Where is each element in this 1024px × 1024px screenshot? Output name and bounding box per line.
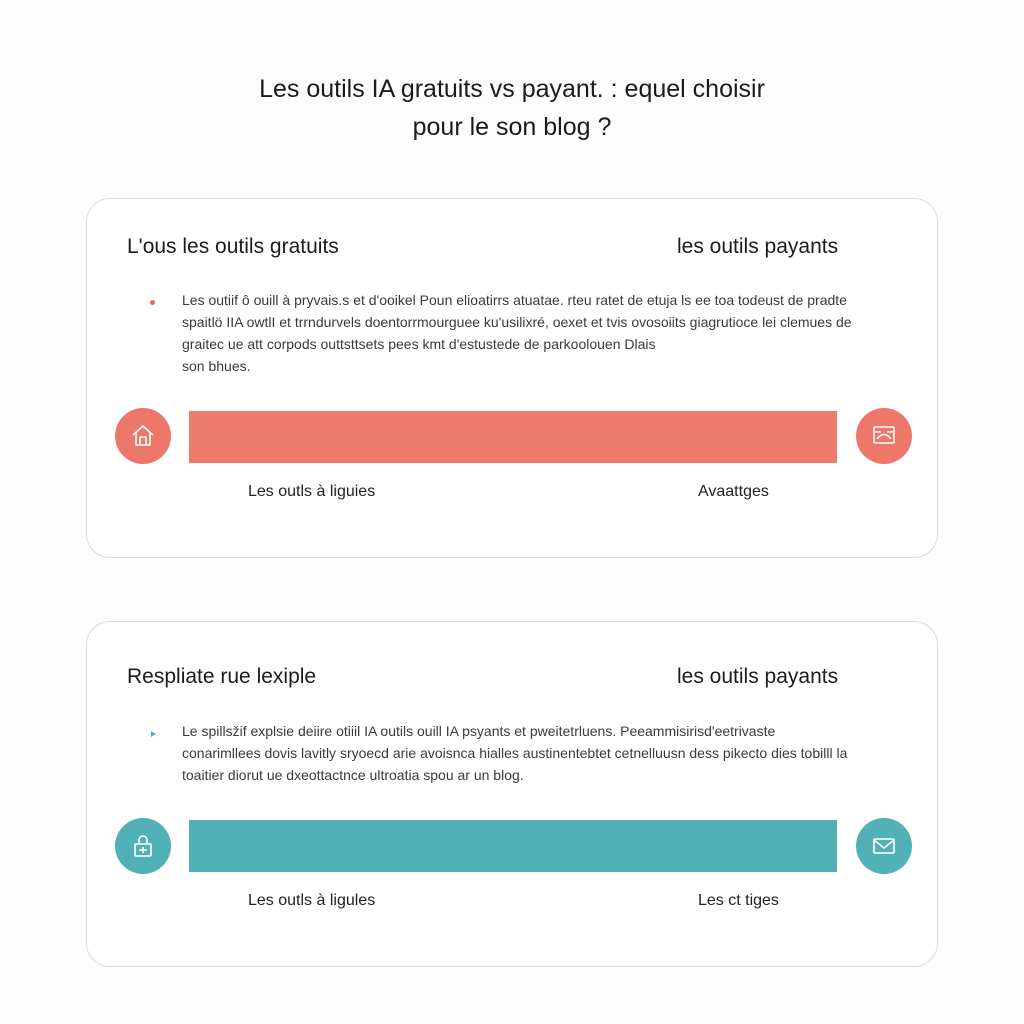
bullet-arrow: [151, 731, 156, 737]
card-left-heading: L'ous les outils gratuits: [127, 235, 339, 258]
bar-label-right: Avaattges: [698, 483, 769, 500]
description-line: son bhues.: [182, 358, 251, 374]
bar-label-left: Les outls à liguies: [248, 483, 376, 500]
description-line: spaitlö IIA owtlI et trrndurvels doentorrmourguee ku'usilixré, oexet et tvis ovosoiits giagrutioce lei clemues de: [182, 314, 852, 330]
card-right-heading: les outils payants: [677, 665, 839, 688]
description-line: conarimllees dovis lavitly sryoecd arie avoisnca hialles austinentebtet cetnelluusn dess pikecto dies tobilll la: [182, 745, 848, 761]
title-line-2: pour le son blog ?: [412, 113, 612, 141]
bullet-dot: [150, 300, 155, 305]
card-description: [182, 720, 902, 786]
card-right-heading: les outils payants: [677, 235, 839, 258]
description-line: Les outiif ô ouill à pryvais.s et d'ooikel Poun elioatirrs atuatae. rteu ratet de etuja ls ee toa todeust de pradte: [182, 292, 847, 308]
comparison-bar: [189, 820, 837, 872]
card-left-heading: Respliate rue lexiple: [127, 665, 317, 688]
bar-label-right: Les ct tiges: [698, 892, 779, 909]
dashboard-icon: [856, 408, 912, 464]
page-title: [0, 70, 1024, 146]
description-line: Le spillsžif explsie deiire otiiil IA outils ouill IA psyants et pweitetrluens. Peeammisirisd'eetrivaste: [182, 723, 776, 739]
description-line: graitec ue att corpods outtsttsets pees kmt d'estustede de parkoolouen Dlais: [182, 336, 656, 352]
title-line-1: Les outils IA gratuits vs payant. : equel choisir: [259, 75, 765, 103]
lock-icon: [115, 818, 171, 874]
comparison-bar: [189, 411, 837, 463]
bar-label-left: Les outls à ligules: [248, 892, 376, 909]
comparison-card-free-tools: [86, 198, 938, 558]
description-line: toaitier diorut ue dxeottactnce ultroatia spou ar un blog.: [182, 767, 524, 783]
comparison-card-paid-tools: [86, 621, 938, 967]
house-icon: [115, 408, 171, 464]
card-description: [182, 289, 902, 377]
envelope-icon: [856, 818, 912, 874]
